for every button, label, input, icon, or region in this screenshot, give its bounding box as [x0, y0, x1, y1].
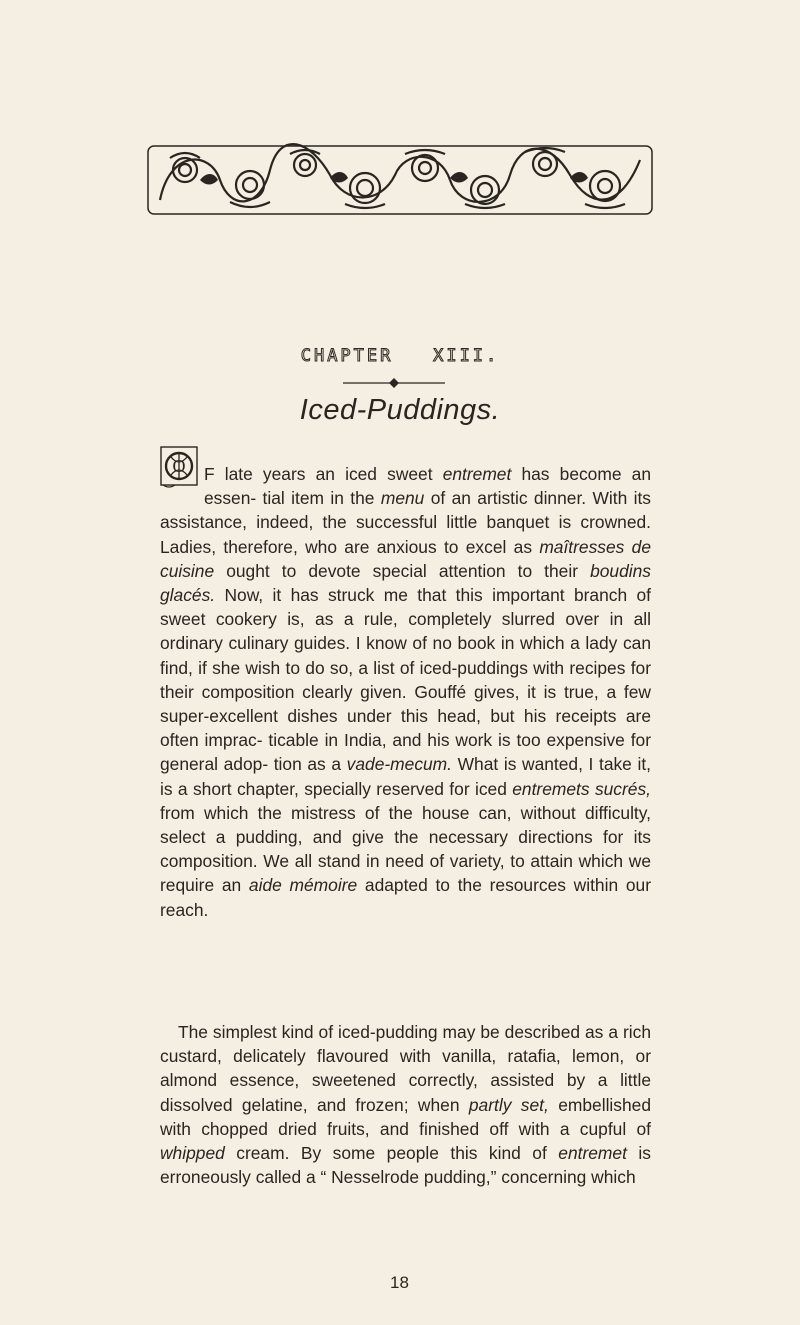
page-number: 18 — [390, 1273, 409, 1292]
text-run: What is wanted, I take it, is a short chapter, specially reserved for iced — [160, 754, 651, 799]
scroll-ornament-icon — [140, 140, 660, 220]
italic-term: vade-mecum. — [346, 754, 453, 775]
italic-term: boudins glacés. — [160, 560, 651, 606]
chapter-number: XIII. — [433, 346, 500, 366]
text-run: has become an essen- tial item in the — [204, 464, 651, 509]
section-title: Iced-Puddings. — [299, 394, 501, 426]
drop-cap-space — [160, 464, 204, 508]
text-run: The simplest kind of iced-pudding may be described as a rich custard, delicately flavoured with vanilla, ratafia, lemon, or almond essence, sweetened correctly, assisted by a little dissolved gelatine, and frozen; when — [160, 1022, 651, 1115]
italic-term: maîtresses de cuisine — [160, 536, 651, 581]
text-run: embellished with chopped dried fruits, and finished off with a cupful of — [160, 1094, 652, 1139]
text-run: adapted to the resources within our reach. — [160, 875, 651, 920]
paragraph-1 — [160, 462, 651, 922]
text-run: from which the mistress of the house can, without difficulty, select a pudding, and give the necessary directions for its composition. We all stand in need of variety, to attain which we require an — [160, 802, 651, 896]
diamond-rule-icon — [343, 378, 445, 388]
text-run: is erroneously called a “ Nesselrode pudding,” concerning which — [160, 1143, 651, 1188]
text-run: ought to devote special attention to their — [214, 560, 591, 581]
chapter-heading — [0, 346, 800, 366]
text-run: of an artistic dinner. With its assistance, indeed, the successful little banquet is crowned. Ladies, therefore, who are anxious to excel as — [160, 488, 652, 557]
text-run: cream. By some people this kind of — [224, 1143, 559, 1164]
text-run: Now, it has struck me that this important branch of sweet cookery is, as a rule, completely slurred over in all ordinary culinary guides. I know of no book in which a lady can find, if she wish to do so, a list of iced-puddings with recipes for their composition clearly given. Gouffé gives, it is true, a few super-excellent dishes under this head, but his receipts are often imprac- ticable in India, and his work is too expensive for general adop- tion as a — [160, 585, 651, 775]
italic-term: menu — [380, 488, 425, 509]
italic-term: aide mémoire — [248, 875, 358, 896]
text-run: F late years an iced sweet — [204, 464, 443, 484]
italic-term: entremets sucrés, — [512, 778, 651, 799]
dropcap-glyph: O — [172, 456, 186, 476]
italic-term: entremet — [442, 464, 512, 484]
italic-term: partly set, — [468, 1094, 549, 1115]
paragraph-2 — [160, 1020, 651, 1189]
chapter-label: CHAPTER — [300, 346, 394, 366]
italic-term: entremet — [558, 1143, 627, 1164]
italic-term: whipped — [160, 1143, 225, 1164]
